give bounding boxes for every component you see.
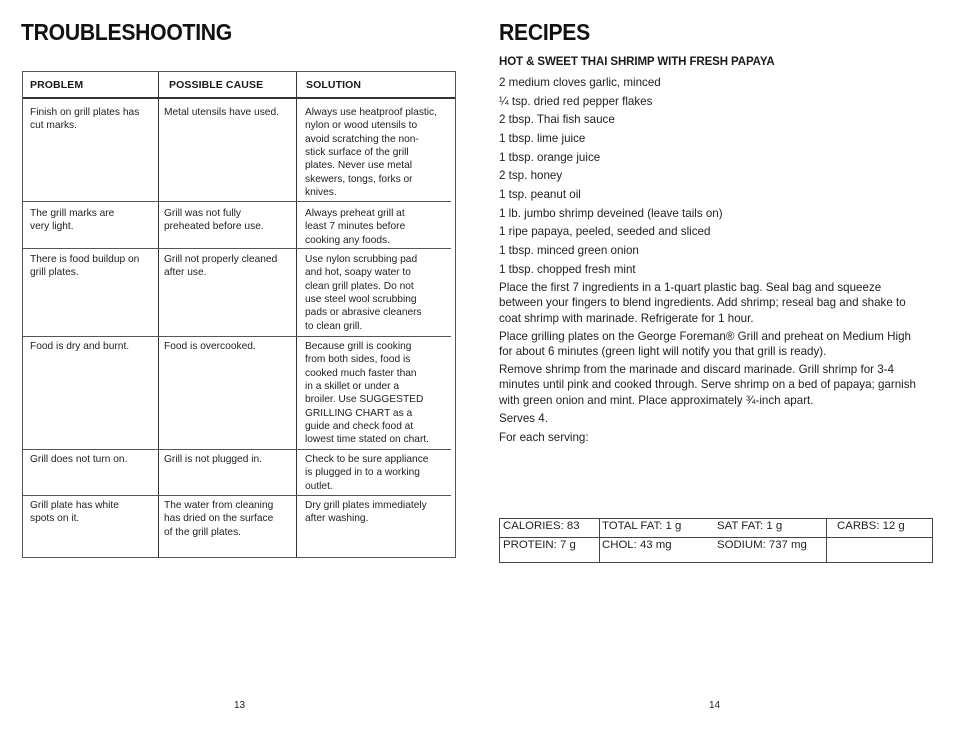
nutrition-cell: SAT FAT: 1 g (717, 520, 783, 532)
nutrition-table (499, 518, 933, 563)
table-cell-problem: Food is dry and burnt. (30, 341, 130, 352)
table-cell-solution: least 7 minutes before (305, 221, 406, 233)
table-cell-cause: has dried on the surface (164, 513, 274, 525)
table-cell-problem: Grill does not turn on. (30, 454, 128, 465)
header-possible-cause: POSSIBLE CAUSE (169, 79, 264, 91)
table-cell-cause: Grill not properly cleaned (164, 254, 278, 265)
table-cell-solution: guide and check food at (305, 420, 414, 432)
table-cell-solution: outlet. (305, 480, 333, 492)
table-cell-solution: use steel wool scrubbing (305, 293, 417, 305)
table-cell-solution: in a skillet or under a (305, 380, 400, 392)
nutrition-cell: TOTAL FAT: 1 g (602, 520, 682, 532)
ingredient-item: 2 tsp. honey (499, 169, 563, 183)
table-cell-solution: pads or abrasive cleaners (305, 307, 422, 319)
table-cell-solution: Use nylon scrubbing pad (305, 254, 418, 265)
row-divider (23, 248, 451, 249)
table-cell-solution: Because grill is cooking (305, 341, 412, 352)
table-cell-solution: Dry grill plates immediately (305, 500, 427, 511)
page-number-left: 13 (234, 700, 246, 711)
ingredient-item: 2 tbsp. Thai fish sauce (499, 113, 615, 127)
table-cell-solution: knives. (305, 186, 337, 198)
table-cell-cause: Grill is not plugged in. (164, 454, 262, 465)
page-number-right: 14 (709, 700, 721, 711)
table-cell-problem: There is food buildup on (30, 254, 140, 265)
table-cell-solution: cooked much faster than (305, 367, 417, 379)
table-cell-problem: cut marks. (30, 120, 77, 132)
table-cell-solution: broiler. Use SUGGESTED (305, 394, 424, 406)
row-divider (23, 201, 451, 202)
column-divider (158, 72, 159, 557)
table-cell-solution: Always use heatproof plastic, (305, 107, 437, 118)
ingredient-item: 1 tbsp. minced green onion (499, 243, 639, 257)
table-cell-solution: is plugged in to a working (305, 467, 420, 479)
table-cell-problem: very light. (30, 221, 74, 233)
table-cell-solution: lowest time stated on chart. (305, 434, 430, 446)
table-cell-problem: Grill plate has white (30, 500, 119, 511)
table-cell-solution: Always preheat grill at (305, 208, 405, 219)
row-divider (23, 449, 451, 450)
table-cell-solution: after washing. (305, 513, 369, 525)
page-title-troubleshooting: TROUBLESHOOTING (21, 19, 232, 45)
ingredient-item: 2 medium cloves garlic, minced (499, 76, 661, 89)
row-divider (23, 336, 451, 337)
table-cell-cause: preheated before use. (164, 221, 264, 233)
recipe-step: Remove shrimp from the marinade and discard marinade. Grill shrimp for 3-4 minutes until pink and cooked through. Serve shrimp on a bed of papaya; garnish with green onion and mint. Place approximately ¾-inch apart. (499, 363, 916, 407)
table-cell-solution: skewers, tongs, forks or (305, 173, 413, 185)
recipe-step: Place the first 7 ingredients in a 1-quart plastic bag. Seal bag and squeeze between your fingers to blend ingredients. Add shrimp; reseal bag and shake to coat shrimp with marinade. Refrigerate for 1 hour. (499, 281, 906, 325)
table-cell-solution: avoid scratching the non- (305, 133, 419, 145)
table-cell-problem: spots on it. (30, 513, 80, 525)
table-cell-problem: The grill marks are (30, 208, 115, 219)
table-cell-problem: grill plates. (30, 267, 79, 279)
table-cell-solution: plates. Never use metal (305, 160, 413, 172)
column-divider (599, 519, 600, 562)
table-cell-solution: to clean grill. (305, 320, 363, 332)
nutrition-cell: PROTEIN: 7 g (503, 539, 576, 551)
table-cell-problem: Finish on grill plates has (30, 107, 140, 118)
table-header (23, 72, 455, 99)
troubleshooting-table (22, 71, 456, 558)
ingredient-item: 1 tbsp. orange juice (499, 150, 601, 164)
table-cell-cause: Metal utensils have used. (164, 107, 279, 118)
table-cell-solution: nylon or wood utensils to (305, 120, 418, 132)
ingredient-item: 1 tbsp. lime juice (499, 131, 586, 145)
table-cell-cause: of the grill plates. (164, 526, 242, 538)
table-cell-solution: Check to be sure appliance (305, 454, 429, 465)
table-cell-solution: and hot, soapy water to (305, 267, 411, 279)
ingredient-item: ¼ tsp. dried red pepper flakes (499, 94, 653, 108)
ingredient-item: 1 lb. jumbo shrimp deveined (leave tails on) (499, 206, 723, 220)
nutrition-cell: CHOL: 43 mg (602, 539, 672, 551)
table-cell-cause: The water from cleaning (164, 500, 274, 511)
recipe-title: HOT & SWEET THAI SHRIMP WITH FRESH PAPAYA (499, 56, 775, 68)
nutrition-cell: CALORIES: 83 (503, 520, 580, 532)
ingredient-item: 1 ripe papaya, peeled, seeded and sliced (499, 225, 711, 239)
recipe-step: For each serving: (499, 431, 589, 444)
table-cell-solution: from both sides, food is (305, 354, 411, 366)
table-cell-solution: cooking any foods. (305, 234, 390, 246)
table-cell-solution: stick surface of the grill (305, 146, 409, 158)
table-cell-cause: Food is overcooked. (164, 341, 256, 352)
nutrition-cell: CARBS: 12 g (837, 520, 905, 532)
column-divider (296, 72, 297, 557)
header-problem: PROBLEM (30, 79, 84, 91)
row-divider (23, 495, 451, 496)
table-cell-solution: clean grill plates. Do not (305, 280, 414, 292)
table-cell-cause: after use. (164, 267, 207, 279)
header-solution: SOLUTION (306, 79, 362, 91)
page-title-recipes: RECIPES (499, 19, 590, 45)
ingredient-item: 1 tsp. peanut oil (499, 187, 581, 201)
nutrition-cell: SODIUM: 737 mg (717, 539, 807, 551)
row-divider (500, 537, 932, 538)
recipe-step: Serves 4. (499, 412, 548, 425)
table-cell-cause: Grill was not fully (164, 208, 241, 219)
column-divider (826, 519, 827, 562)
ingredient-item: 1 tbsp. chopped fresh mint (499, 262, 636, 276)
table-cell-solution: GRILLING CHART as a (305, 407, 413, 419)
recipe-step: Place grilling plates on the George Foreman® Grill and preheat on Medium High for about 6 minutes (green light will notify you that grill is ready). (499, 330, 911, 359)
